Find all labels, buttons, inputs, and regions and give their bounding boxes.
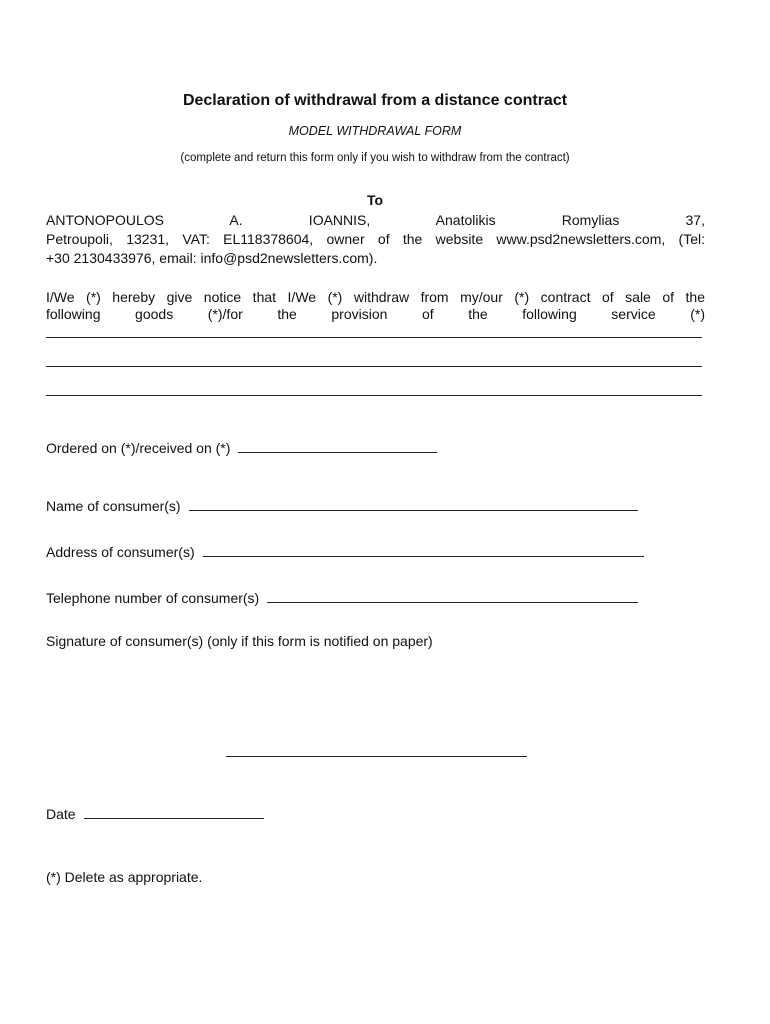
recipient-line-1: ANTONOPOULOS A. IOANNIS, Anatolikis Romylias 37,: [46, 212, 705, 228]
consumer-telephone-label: Telephone number of consumer(s): [46, 590, 260, 606]
consumer-telephone-row: [46, 588, 638, 606]
date-field[interactable]: [84, 804, 264, 819]
goods-description-line-2[interactable]: [46, 366, 702, 367]
footnote: (*) Delete as appropriate.: [46, 869, 203, 885]
consumer-telephone-field[interactable]: [267, 588, 638, 603]
consumer-name-label: Name of consumer(s): [46, 498, 181, 514]
form-subtitle: MODEL WITHDRAWAL FORM: [288, 124, 462, 138]
consumer-signature-label: Signature of consumer(s) (only if this form is notified on paper): [46, 633, 433, 649]
consumer-address-row: [46, 542, 644, 560]
ordered-on-field[interactable]: [238, 438, 437, 453]
recipient-line-2: Petroupoli, 13231, VAT: EL118378604, owner of the website www.psd2newsletters.com, (Tel:: [46, 231, 705, 247]
consumer-address-field[interactable]: [203, 542, 644, 557]
consumer-address-label: Address of consumer(s): [46, 544, 195, 560]
document-title: Declaration of withdrawal from a distance contract: [182, 92, 568, 109]
consumer-signature-field[interactable]: [226, 756, 527, 757]
consumer-name-field[interactable]: [189, 496, 638, 511]
notice-line-2: following goods (*)/for the provision of the following service (*): [46, 306, 705, 322]
consumer-name-row: [46, 496, 638, 514]
ordered-on-label: Ordered on (*)/received on (*): [46, 440, 231, 456]
date-label: Date: [46, 806, 76, 822]
goods-description-line-1[interactable]: [46, 337, 702, 338]
date-row: [46, 804, 264, 822]
notice-line-1: I/We (*) hereby give notice that I/We (*) withdraw from my/our (*) contract of sale of the: [46, 289, 705, 305]
form-instruction: (complete and return this form only if you wish to withdraw from the contract): [180, 152, 570, 164]
recipient-heading: To: [366, 192, 384, 208]
ordered-on-row: [46, 438, 437, 456]
recipient-line-3: +30 2130433976, email: info@psd2newsletters.com).: [46, 250, 378, 266]
goods-description-line-3[interactable]: [46, 395, 702, 396]
